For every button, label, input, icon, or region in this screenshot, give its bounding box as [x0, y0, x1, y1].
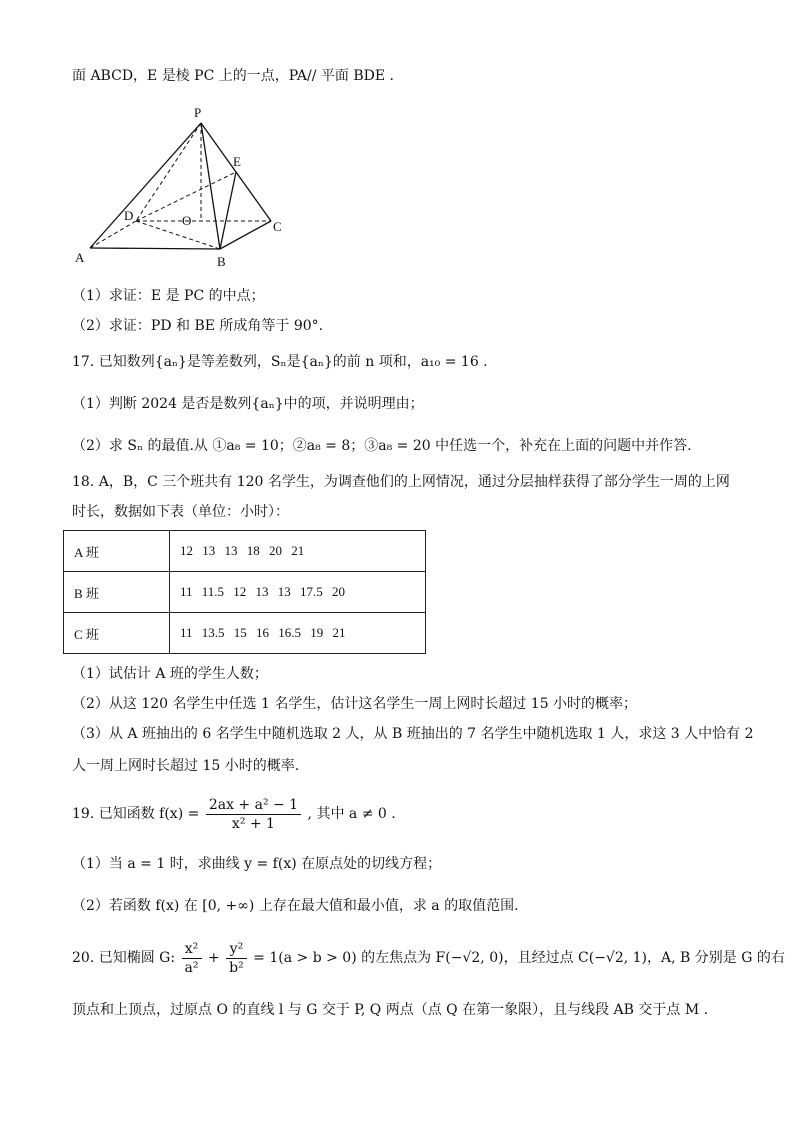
edge-PD — [136, 123, 201, 221]
label-B: B — [217, 254, 226, 269]
q18-part3-line1: （3）从 A 班抽出的 6 名学生中随机选取 2 人，从 B 班抽出的 7 名学生中随机选取 1 人，求这 3 人中恰有 2 — [72, 726, 754, 742]
q16-part1: （1）求证：E 是 PC 的中点； — [72, 288, 265, 304]
q20-frac2-den: b² — [229, 959, 244, 976]
q19-stem — [72, 794, 396, 834]
edge-DB — [136, 221, 220, 249]
edge-PB — [201, 123, 220, 249]
q17-part2: （2）求 Sₙ 的最值.从 ①a₈ = 10；②a₈ = 8；③a₈ = 20 中任选一个，补充在上面的问题中并作答. — [72, 438, 692, 454]
table-cell-class: C 班 — [64, 613, 170, 654]
q16-part2: （2）求证：PD 和 BE 所成角等于 90°. — [72, 318, 324, 334]
pyramid-figure — [70, 100, 300, 270]
label-E: E — [233, 154, 241, 169]
table-row — [64, 613, 426, 654]
q20-fraction-y — [226, 940, 247, 977]
q20-fraction-x — [182, 940, 202, 977]
edge-AB — [90, 248, 220, 249]
q20-line2: 顶点和上顶点，过原点 O 的直线 l 与 G 交于 P, Q 两点（点 Q 在第一象限），且与线段 AB 交于点 M . — [72, 1002, 709, 1018]
q18-stem-line2: 时长，数据如下表（单位：小时）： — [72, 504, 289, 520]
q19-prefix: 19. 已知函数 f(x) = — [72, 806, 200, 822]
q20-frac1-den: a² — [184, 959, 199, 976]
q19-part2: （2）若函数 f(x) 在 [0, +∞) 上存在最大值和最小值，求 a 的取值范围. — [72, 898, 519, 914]
q17-part1: （1）判断 2024 是否是数列{aₙ}中的项，并说明理由； — [72, 396, 424, 412]
label-P: P — [194, 105, 202, 120]
table-cell-values: 12 13 13 18 20 21 — [170, 531, 426, 572]
table-row — [64, 531, 426, 572]
label-A: A — [75, 250, 85, 265]
q18-part2: （2）从这 120 名学生中任选 1 名学生，估计这名学生一周上网时长超过 15 小时的概率； — [72, 696, 638, 712]
q20-frac1-num: x² — [182, 940, 202, 959]
q19-part1: （1）当 a = 1 时，求曲线 y = f(x) 在原点处的切线方程； — [72, 856, 442, 872]
q19-numerator: 2ax + a² − 1 — [206, 796, 301, 815]
q18-stem-line1: 18. A，B，C 三个班共有 120 名学生，为调查他们的上网情况，通过分层抽样获得了部分学生一周的上网 — [72, 474, 730, 490]
q20-frac2-num: y² — [226, 940, 247, 959]
q20-plus: + — [207, 950, 220, 966]
q17-stem: 17. 已知数列{aₙ}是等差数列，Sₙ是{aₙ}的前 n 项和，a₁₀ = 16 . — [72, 354, 488, 370]
edge-BE — [220, 172, 236, 249]
q19-suffix: , 其中 a ≠ 0 . — [307, 806, 396, 822]
table-cell-values: 11 11.5 12 13 13 17.5 20 — [170, 572, 426, 613]
edge-PA — [90, 123, 201, 248]
edge-BC — [220, 221, 271, 249]
q19-fraction — [206, 796, 301, 833]
table-row — [64, 572, 426, 613]
hours-table — [63, 530, 426, 654]
q20-suffix: = 1(a > b > 0) 的左焦点为 F(−√2, 0)，且经过点 C(−√2, 1)，A, B 分别是 G 的右 — [253, 950, 785, 966]
label-O: O — [182, 213, 192, 228]
table-cell-class: B 班 — [64, 572, 170, 613]
q18-part3-line2: 人一周上网时长超过 15 小时的概率. — [72, 758, 300, 774]
q20-stem — [72, 938, 785, 978]
table-cell-class: A 班 — [64, 531, 170, 572]
q18-part1: （1）试估计 A 班的学生人数； — [72, 666, 268, 682]
label-D: D — [124, 208, 134, 223]
q19-denominator: x² + 1 — [231, 815, 275, 832]
q20-prefix: 20. 已知椭圆 G: — [72, 950, 176, 966]
table-cell-values: 11 13.5 15 16 16.5 19 21 — [170, 613, 426, 654]
label-C: C — [273, 219, 282, 234]
edge-AD — [90, 221, 136, 248]
intro-line: 面 ABCD，E 是棱 PC 上的一点，PA// 平面 BDE . — [72, 68, 394, 84]
